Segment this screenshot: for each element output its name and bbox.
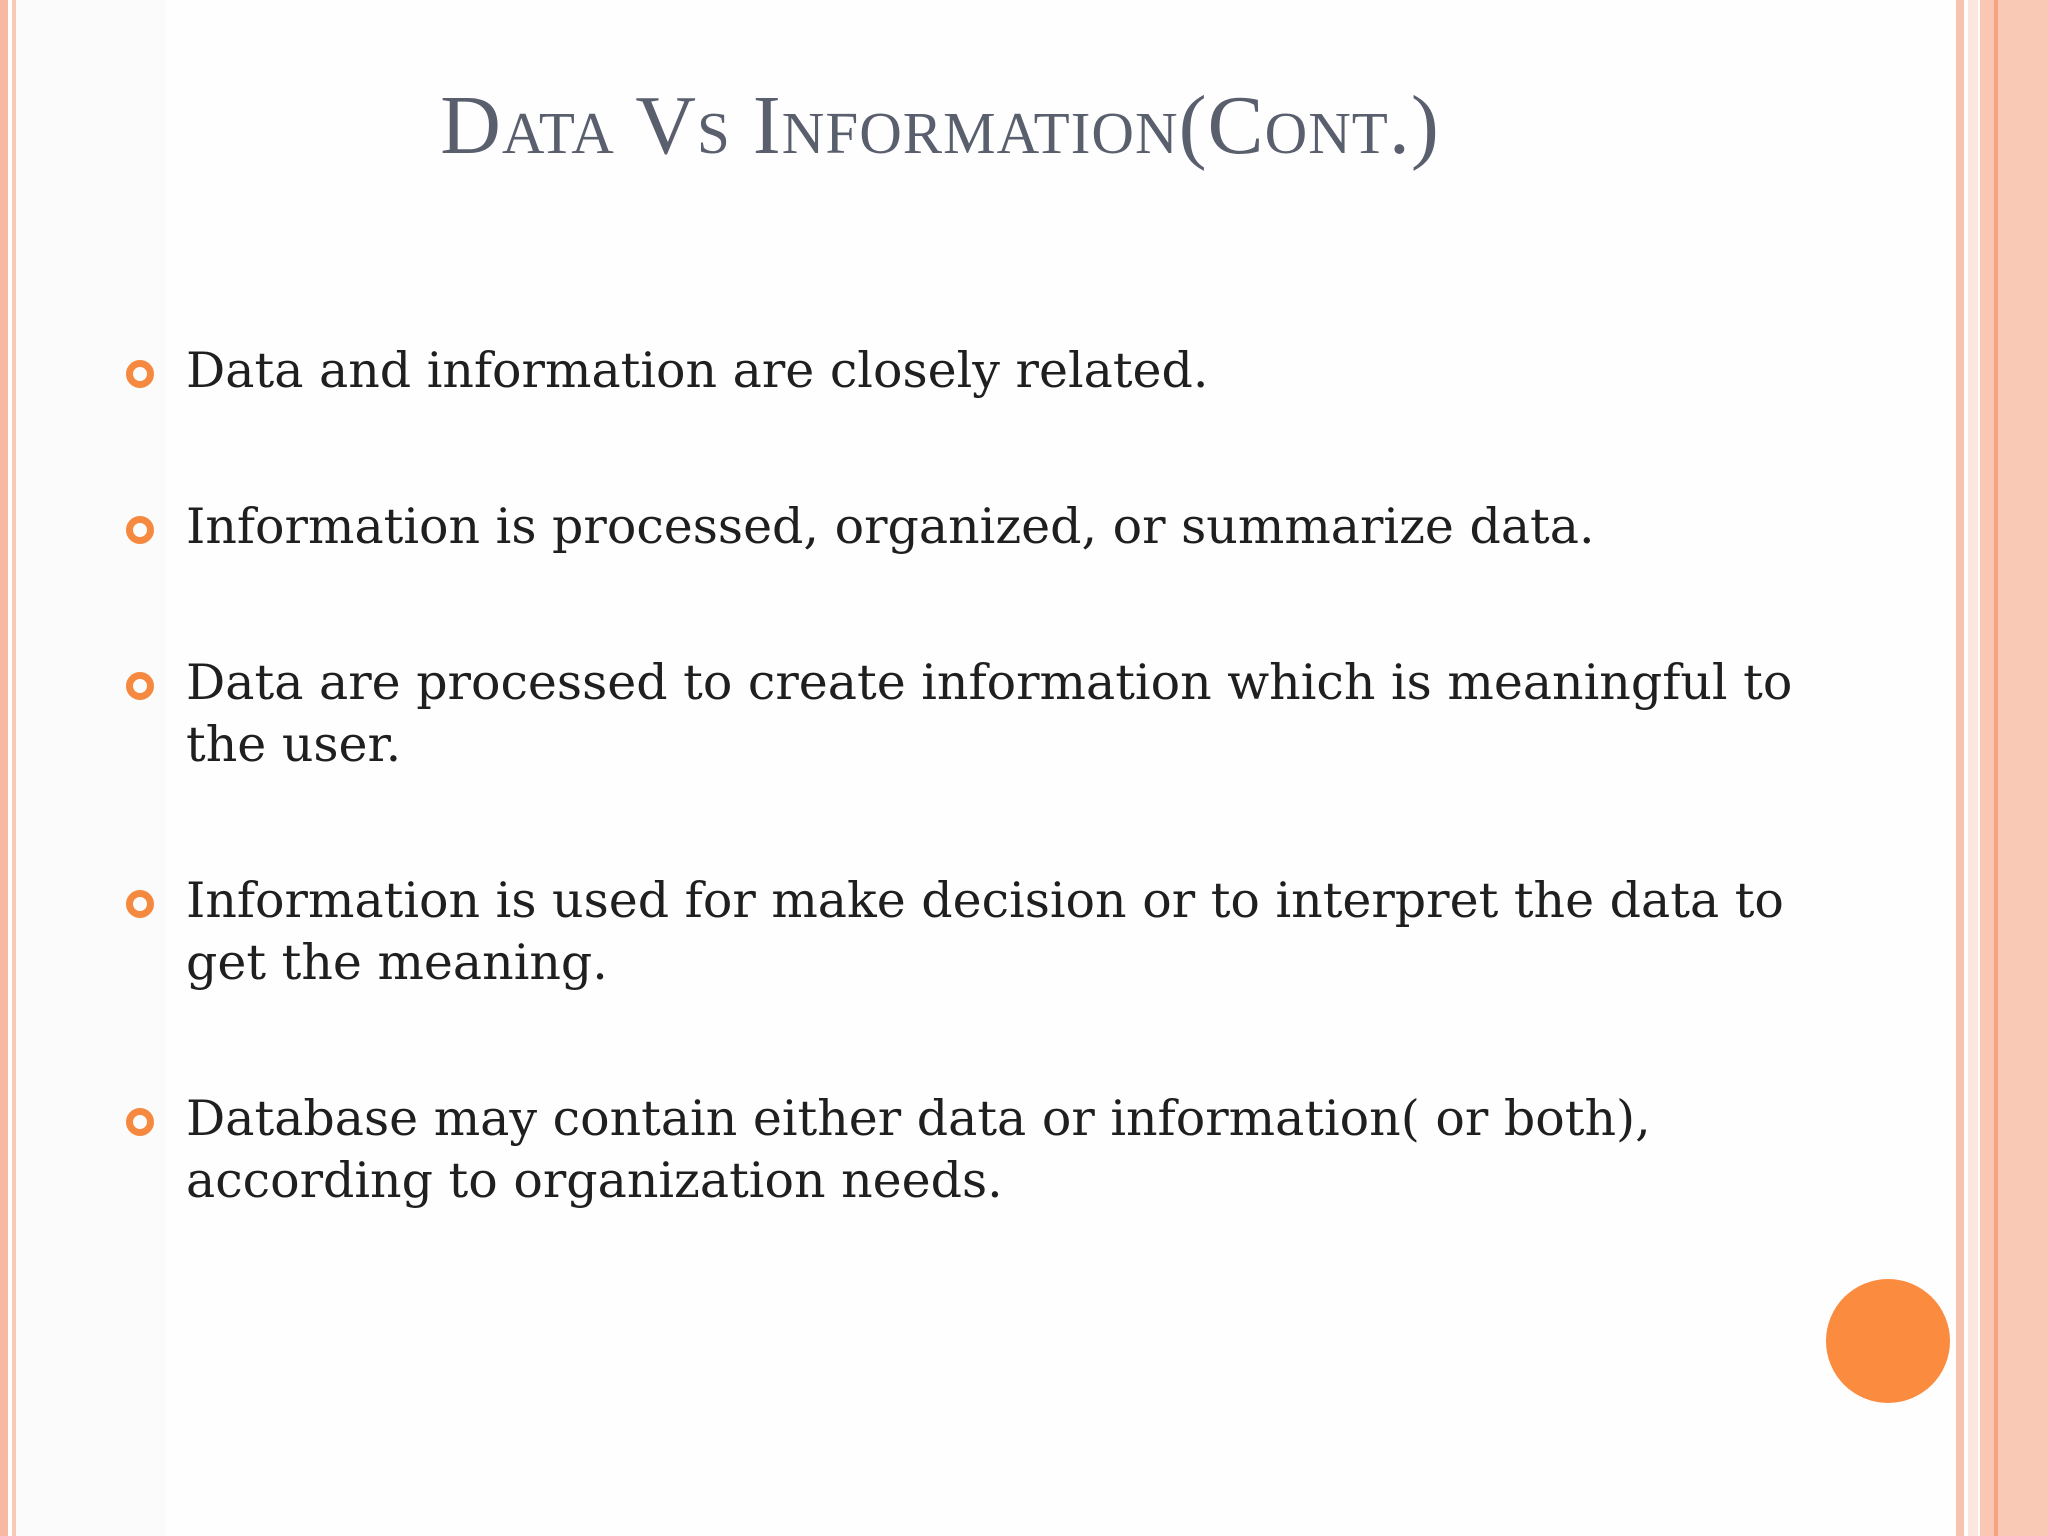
right-border-stripe <box>1956 0 1964 1536</box>
bullet-text: Database may contain either data or information( or both), according to organization needs. <box>186 1090 1651 1209</box>
bullet-text: Data are processed to create information which is meaningful to the user. <box>186 654 1793 773</box>
hollow-circle-bullet-icon <box>126 360 154 388</box>
hollow-circle-bullet-icon <box>126 672 154 700</box>
bullet-item <box>120 652 1840 776</box>
left-border-stripe <box>0 0 8 1536</box>
hollow-circle-bullet-icon <box>126 1108 154 1136</box>
bullet-text: Data and information are closely related. <box>186 342 1209 399</box>
right-border-stripe <box>1980 0 1994 1536</box>
right-border-stripe <box>1998 0 2048 1536</box>
bullet-text: Information is processed, organized, or summarize data. <box>186 498 1595 555</box>
bullet-item <box>120 496 1840 558</box>
hollow-circle-bullet-icon <box>126 890 154 918</box>
hollow-circle-bullet-icon <box>126 516 154 544</box>
bullet-item <box>120 870 1840 994</box>
slide-title: Data Vs Information(Cont.) <box>440 79 1440 172</box>
bullet-text: Information is used for make decision or to interpret the data to get the meaning. <box>186 872 1784 991</box>
bullet-item <box>120 340 1840 402</box>
right-border-stripe <box>1968 0 1978 1536</box>
bullet-list <box>120 340 1840 1212</box>
orange-circle-icon <box>1826 1279 1950 1403</box>
bullet-item <box>120 1088 1840 1212</box>
